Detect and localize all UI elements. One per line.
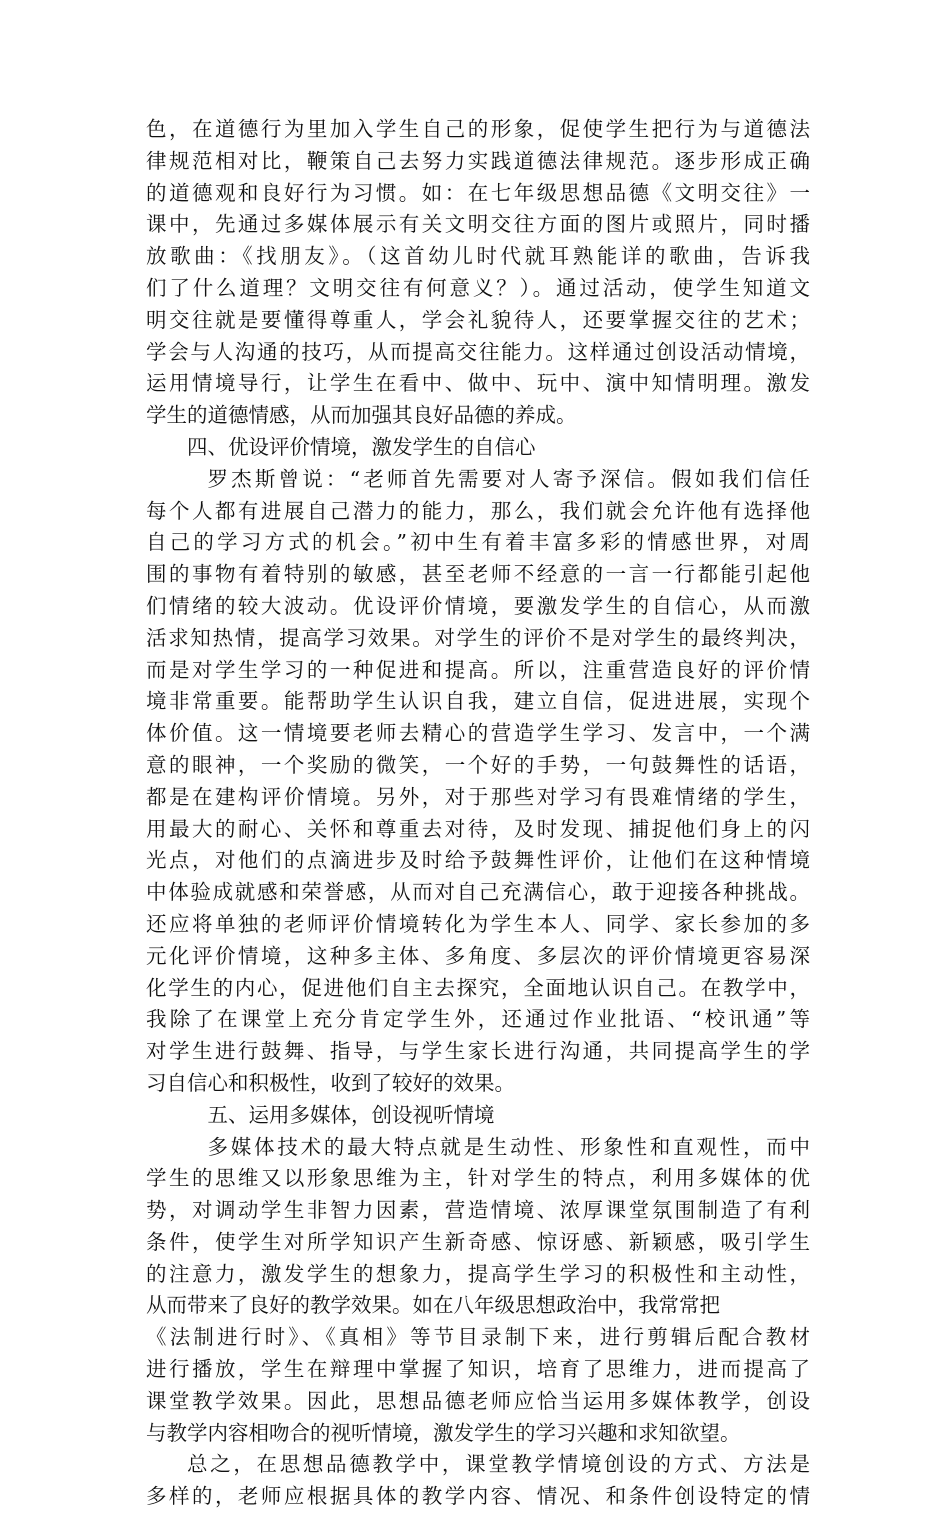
text-line: 课中，先通过多媒体展示有关文明交往方面的图片或照片，同时播 [146,212,810,237]
text-line: 还应将单独的老师评价情境转化为学生本人、同学、家长参加的多 [146,911,810,936]
text-line: 化学生的内心，促进他们自主去探究，全面地认识自己。在教学中， [146,975,810,1000]
text-line: 律规范相对比，鞭策自己去努力实践道德法律规范。逐步形成正确 [146,148,810,173]
text-line: 势，对调动学生非智力因素，营造情境、浓厚课堂氛围制造了有利 [146,1198,810,1223]
text-line: 学会与人沟通的技巧，从而提高交往能力。这样通过创设活动情境， [146,339,810,364]
document-body [146,114,810,1513]
text-line: 对学生进行鼓舞、指导，与学生家长进行沟通，共同提高学生的学 [146,1039,810,1064]
text-line: 多媒体技术的最大特点就是生动性、形象性和直观性，而中 [207,1134,810,1159]
text-line: 罗杰斯曾说：“老师首先需要对人寄予深信。假如我们信任 [207,466,810,491]
text-line: 境非常重要。能帮助学生认识自我，建立自信，促进进展，实现个 [146,689,810,714]
text-line: 四、优设评价情境，激发学生的自信心 [187,434,536,459]
text-line: 中体验成就感和荣誉感，从而对自己充满信心，敢于迎接各种挑战。 [146,880,810,905]
text-line: 我除了在课堂上充分肯定学生外，还通过作业批语、“校讯通”等 [146,1007,810,1032]
text-line: 进行播放，学生在辩理中掌握了知识，培育了思维力，进而提高了 [146,1357,810,1382]
text-line: 学生的道德情感，从而加强其良好品德的养成。 [146,403,577,428]
text-line: 明交往就是要懂得尊重人，学会礼貌待人，还要掌握交往的艺术； [146,307,810,332]
text-line: 们了什么道理？文明交往有何意义？）。通过活动，使学生知道文 [146,275,810,300]
text-line: 元化评价情境，这种多主体、多角度、多层次的评价情境更容易深 [146,943,810,968]
text-line: 光点，对他们的点滴进步及时给予鼓舞性评价，让他们在这种情境 [146,848,810,873]
text-line: 五、运用多媒体，创设视听情境 [207,1102,495,1127]
text-line: 总之，在思想品德教学中，课堂教学情境创设的方式、方法是 [187,1452,810,1477]
text-line: 意的眼神，一个奖励的微笑，一个好的手势，一句鼓舞性的话语， [146,752,810,777]
text-line: 多样的，老师应根据具体的教学内容、情况、和条件创设特定的情 [146,1484,810,1509]
text-line: 用最大的耐心、关怀和尊重去对待，及时发现、捕捉他们身上的闪 [146,816,810,841]
text-line: 色，在道德行为里加入学生自己的形象，促使学生把行为与道德法 [146,117,810,141]
text-line: 习自信心和积极性，收到了较好的效果。 [146,1070,515,1095]
text-line: 与教学内容相吻合的视听情境，激发学生的学习兴趣和求知欲望。 [146,1420,741,1445]
text-line: 学生的思维又以形象思维为主，针对学生的特点，利用多媒体的优 [146,1166,810,1191]
text-line: 都是在建构评价情境。另外，对于那些对学习有畏难情绪的学生， [146,784,810,809]
text-line: 的道德观和良好行为习惯。如：在七年级思想品德《文明交往》一 [146,180,810,205]
text-line: 围的事物有着特别的敏感，甚至老师不经意的一言一行都能引起他 [146,562,810,587]
text-line: 从而带来了良好的教学效果。如在八年级思想政治中，我常常把 [146,1293,720,1318]
text-line: 条件，使学生对所学知识产生新奇感、惊讶感、新颖感，吸引学生 [146,1229,810,1254]
text-line: 放歌曲：《找朋友》。（这首幼儿时代就耳熟能详的歌曲，告诉我 [146,244,810,269]
text-line: 的注意力，激发学生的想象力，提高学生学习的积极性和主动性， [146,1261,810,1286]
text-line: 《法制进行时》、《真相》等节目录制下来，进行剪辑后配合教材 [146,1325,810,1350]
text-line: 而是对学生学习的一种促进和提高。所以，注重营造良好的评价情 [146,657,810,682]
text-line: 每个人都有进展自己潜力的能力，那么，我们就会允许他有选择他 [146,498,810,523]
text-line: 体价值。这一情境要老师去精心的营造学生学习、发言中，一个满 [146,721,810,746]
text-line: 运用情境导行，让学生在看中、做中、玩中、演中知情明理。激发 [146,371,810,396]
text-line: 们情绪的较大波动。优设评价情境，要激发学生的自信心，从而激 [146,593,810,618]
text-line: 自己的学习方式的机会。”初中生有着丰富多彩的情感世界，对周 [146,530,810,555]
text-line: 课堂教学效果。因此，思想品德老师应恰当运用多媒体教学，创设 [146,1388,810,1413]
text-line: 活求知热情，提高学习效果。对学生的评价不是对学生的最终判决， [146,625,810,650]
